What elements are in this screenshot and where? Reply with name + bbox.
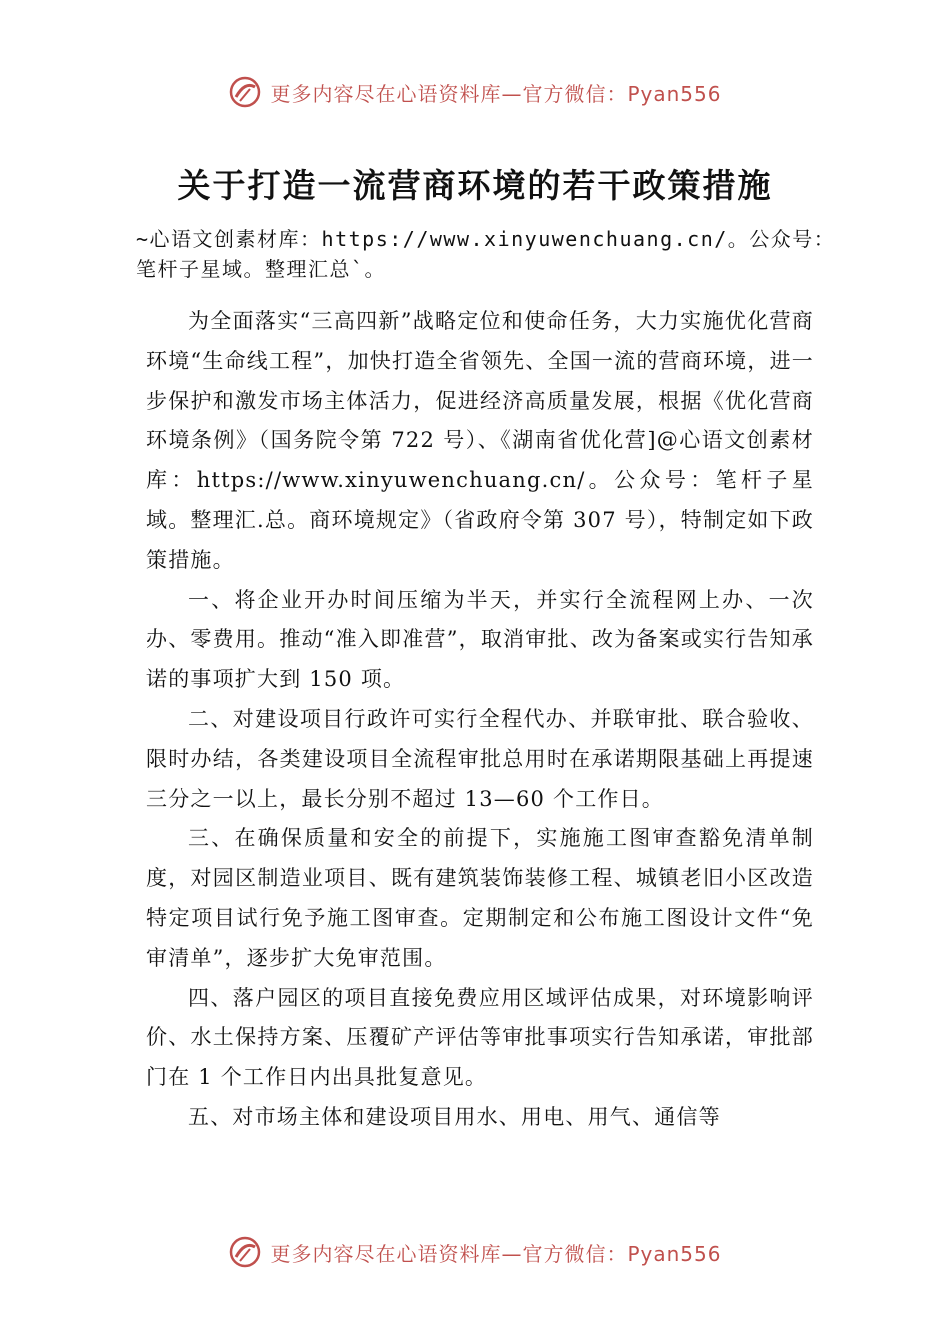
paragraph-2: 二、对建设项目行政许可实行全程代办、并联审批、联合验收、限时办结，各类建设项目全流程审批总用时在承诺期限基础上再提速三分之一以上，最长分别不超过 13—60 个工作日。 bbox=[146, 706, 814, 811]
paragraph-5: 五、对市场主体和建设项目用水、用电、用气、通信等 bbox=[188, 1104, 721, 1129]
source-note: ~心语文创素材库：https://www.xinyuwenchuang.cn/。公众号：笔杆子星域。整理汇总`。 bbox=[136, 227, 836, 281]
paragraph-intro: 为全面落实“三高四新”战略定位和使命任务，大力实施优化营商环境“生命线工程”，加快打造全省领先、全国一流的营商环境，进一步保护和激发市场主体活力，促进经济高质量发展，根据《优化营商环境条例》（国务院令第 722 号）、《湖南省优化营]@心语文创素材库：https://www.xinyuwenchuang.cn/。公众号：笔杆子星域。整理汇.总。商环境规定》（省政府令第 307 号），特制定如下政策措施。 bbox=[146, 309, 814, 572]
footer-banner-text: 更多内容尽在心语资料库—官方微信：Pyan556 bbox=[270, 1241, 722, 1266]
paragraph-4: 四、落户园区的项目直接免费应用区域评估成果，对环境影响评价、水土保持方案、压覆矿产评估等审批事项实行告知承诺，审批部门在 1 个工作日内出具批复意见。 bbox=[146, 985, 814, 1090]
header-banner bbox=[0, 72, 950, 112]
document-body bbox=[146, 302, 814, 1138]
logo-icon bbox=[228, 1235, 262, 1269]
header-banner-text: 更多内容尽在心语资料库—官方微信：Pyan556 bbox=[270, 81, 722, 106]
paragraph-3: 三、在确保质量和安全的前提下，实施施工图审查豁免清单制度，对园区制造业项目、既有建筑装饰装修工程、城镇老旧小区改造特定项目试行免予施工图审查。定期制定和公布施工图设计文件“免审清单”，逐步扩大免审范围。 bbox=[146, 826, 814, 970]
document-title: 关于打造一流营商环境的若干政策措施 bbox=[177, 166, 773, 205]
logo-icon bbox=[228, 75, 262, 109]
footer-banner bbox=[0, 1232, 950, 1272]
paragraph-1: 一、将企业开办时间压缩为半天，并实行全流程网上办、一次办、零费用。推动“准入即准营”，取消审批、改为备案或实行告知承诺的事项扩大到 150 项。 bbox=[146, 587, 814, 692]
